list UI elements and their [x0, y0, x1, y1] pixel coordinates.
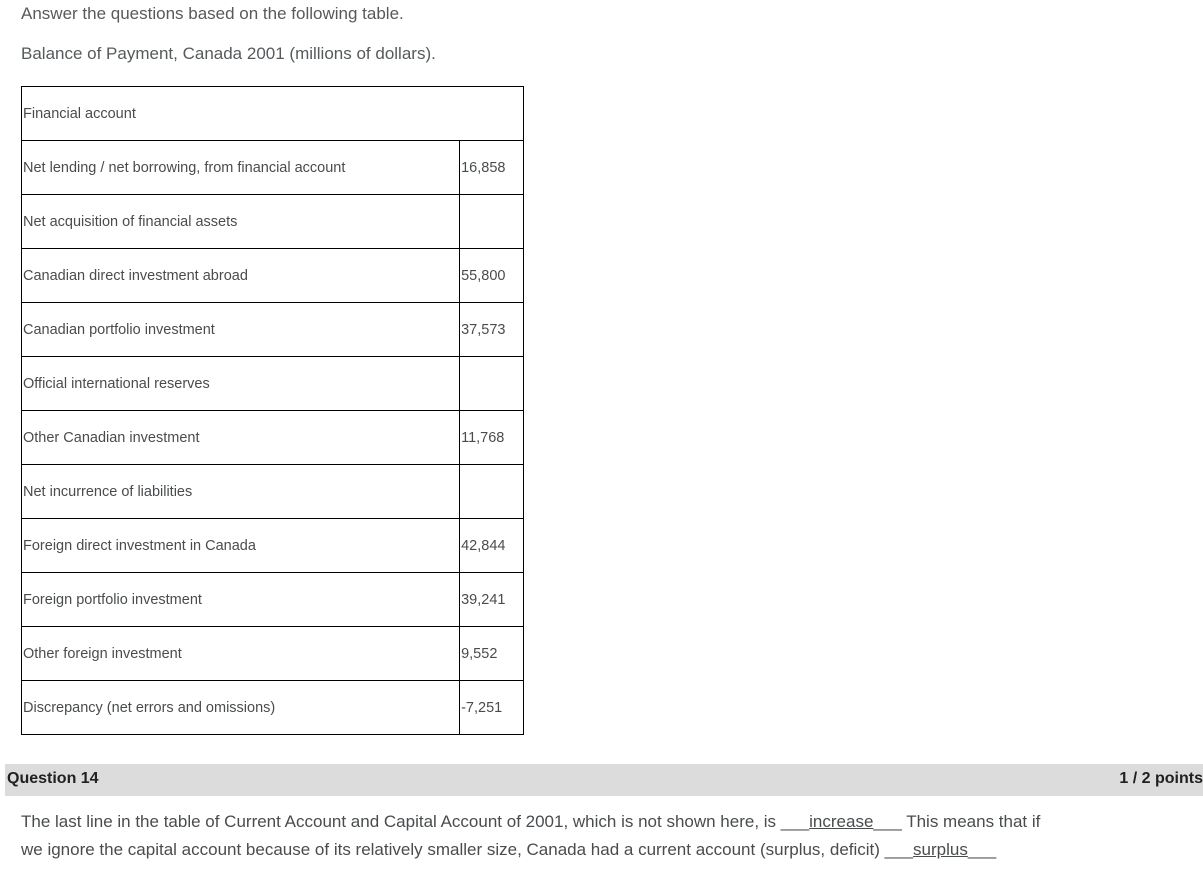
answer-blank-trail: ___ — [967, 840, 997, 859]
question-text-line1-end: This means that if — [901, 812, 1041, 831]
instructions-text: Answer the questions based on the following table. — [21, 4, 404, 23]
table-row — [22, 303, 524, 357]
row-label: Foreign direct investment in Canada — [22, 519, 460, 573]
row-value — [460, 357, 524, 411]
row-label: Net incurrence of liabilities — [22, 465, 460, 519]
row-value: 11,768 — [460, 411, 524, 465]
table-row — [22, 195, 524, 249]
answer-blank-lead: ___ — [884, 840, 914, 859]
question-text-line2: we ignore the capital account because of its relatively smaller size, Canada had a current account (surplus, deficit) — [21, 840, 885, 859]
balance-of-payment-table — [21, 86, 524, 735]
table-row — [22, 141, 524, 195]
row-label: Net acquisition of financial assets — [22, 195, 460, 249]
row-value — [460, 465, 524, 519]
table-row — [22, 681, 524, 735]
row-value: 42,844 — [460, 519, 524, 573]
answer-blank-trail: ___ — [873, 812, 902, 831]
row-label: Official international reserves — [22, 357, 460, 411]
row-value: 16,858 — [460, 141, 524, 195]
table-header-row — [22, 87, 524, 141]
row-value: 39,241 — [460, 573, 524, 627]
row-value: -7,251 — [460, 681, 524, 735]
question-score: 1 / 2 points — [1119, 770, 1203, 787]
table-row — [22, 573, 524, 627]
row-label: Other foreign investment — [22, 627, 460, 681]
row-label: Other Canadian investment — [22, 411, 460, 465]
answer-blank-lead: ___ — [780, 812, 810, 831]
answer-2: surplus — [913, 840, 968, 859]
row-value: 9,552 — [460, 627, 524, 681]
row-label: Canadian direct investment abroad — [22, 249, 460, 303]
question-title: Question 14 — [7, 770, 99, 787]
table-row — [22, 357, 524, 411]
row-value: 37,573 — [460, 303, 524, 357]
table-row — [22, 519, 524, 573]
row-label: Foreign portfolio investment — [22, 573, 460, 627]
table-header-cell: Financial account — [22, 87, 524, 141]
question-text-line1: The last line in the table of Current Account and Capital Account of 2001, which is not shown here, is — [21, 812, 781, 831]
table-row — [22, 627, 524, 681]
question-header — [5, 764, 1203, 796]
row-value: 55,800 — [460, 249, 524, 303]
answer-1: increase — [809, 812, 874, 831]
table-row — [22, 249, 524, 303]
row-label: Net lending / net borrowing, from financial account — [22, 141, 460, 195]
table-title: Balance of Payment, Canada 2001 (millions of dollars). — [21, 44, 436, 63]
row-label: Discrepancy (net errors and omissions) — [22, 681, 460, 735]
row-label: Canadian portfolio investment — [22, 303, 460, 357]
table-row — [22, 411, 524, 465]
row-value — [460, 195, 524, 249]
question-body — [21, 808, 1203, 864]
table-row — [22, 465, 524, 519]
